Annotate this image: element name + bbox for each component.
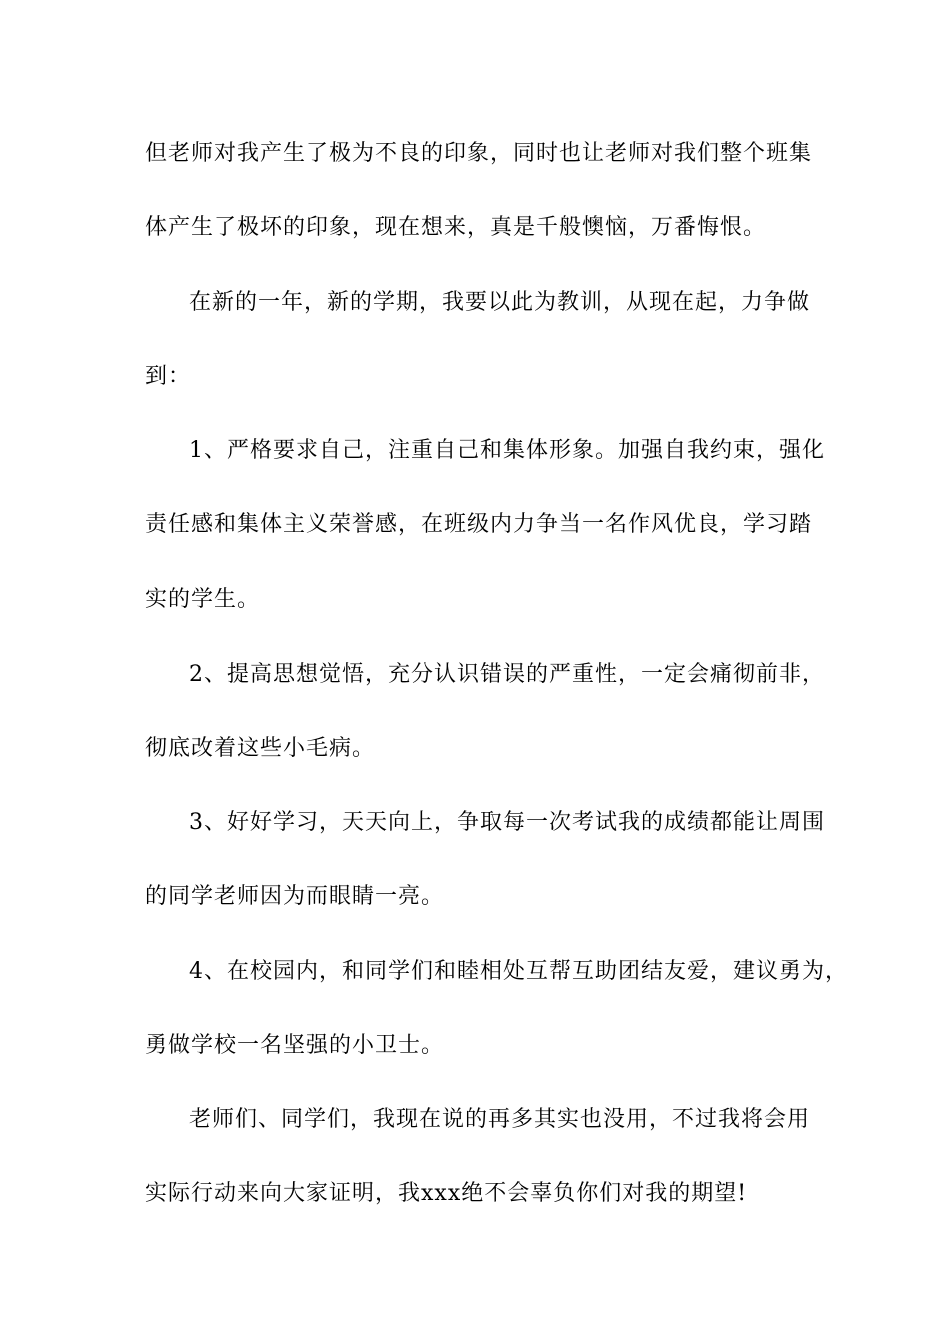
text-line-6: 责任感和集体主义荣誉感，在班级内力争当一名作风优良，学习踏 [145,512,813,537]
text-line-5: 1、严格要求自己，注重自己和集体形象。加强自我约束，强化 [189,438,825,463]
text-line-13: 勇做学校一名坚强的小卫士。 [145,1033,445,1058]
text-line-3: 在新的一年，新的学期，我要以此为教训，从现在起，力争做 [189,290,811,315]
text-line-12: 4、在校园内，和同学们和睦相处互帮互助团结友爱，建议勇为， [189,959,848,984]
text-line-9: 彻底改着这些小毛病。 [145,736,376,761]
text-line-11: 的同学老师因为而眼睛一亮。 [145,884,445,909]
text-line-10: 3、好好学习，天天向上，争取每一次考试我的成绩都能让周围 [189,810,825,835]
text-line-4: 到： [145,364,192,389]
text-line-7: 实的学生。 [145,587,261,612]
text-line-8: 2、提高思想觉悟，充分认识错误的严重性，一定会痛彻前非， [189,662,825,687]
text-line-1: 但老师对我产生了极为不良的印象，同时也让老师对我们整个班集 [145,141,813,166]
text-line-15: 实际行动来向大家证明，我xxx绝不会辜负你们对我的期望! [145,1181,748,1206]
text-line-2: 体产生了极坏的印象，现在想来，真是千般懊恼，万番悔恨。 [145,215,767,240]
text-line-14: 老师们、同学们，我现在说的再多其实也没用，不过我将会用 [189,1107,811,1132]
